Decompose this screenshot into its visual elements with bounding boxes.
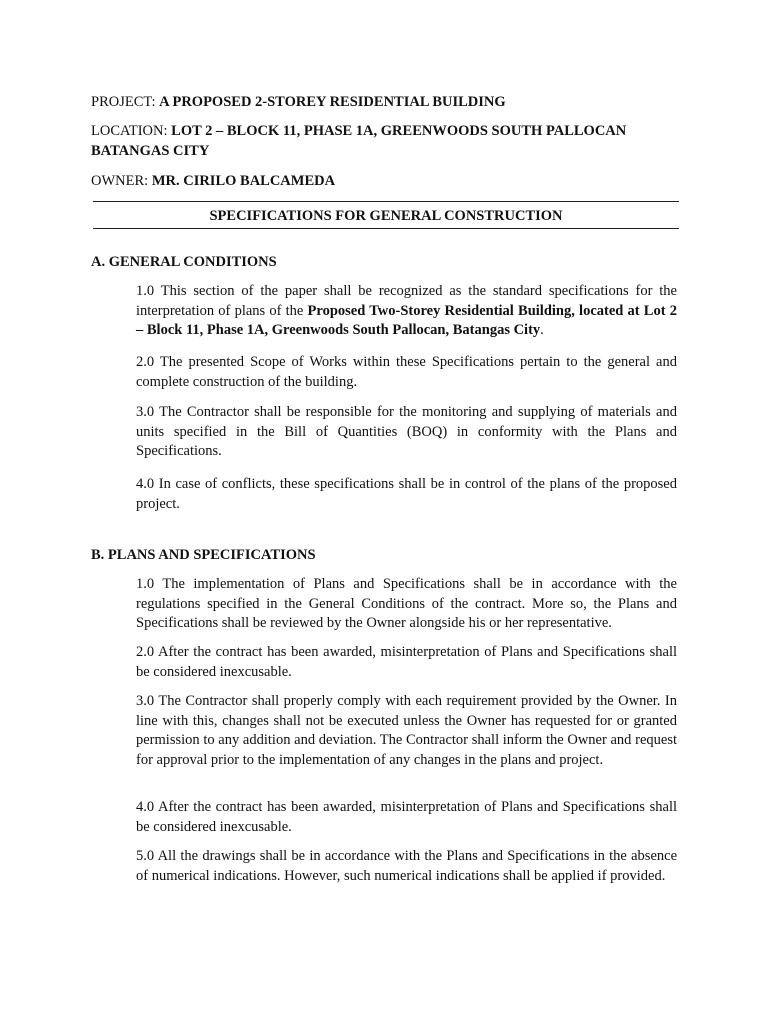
owner-label: OWNER: — [91, 173, 152, 189]
section-a-paragraph-2: 2.0 The presented Scope of Works within these Specifications pertain to the general and complete construction of the building. — [136, 354, 677, 390]
title-rule-top — [93, 201, 679, 202]
section-a-heading: A. GENERAL CONDITIONS — [91, 254, 277, 270]
project-label: PROJECT: — [91, 94, 160, 110]
section-b-paragraph-4: 4.0 After the contract has been awarded, misinterpretation of Plans and Specifications shall be considered inexcusable. — [136, 799, 677, 835]
section-a-paragraph-3: 3.0 The Contractor shall be responsible for the monitoring and supplying of materials and units specified in the Bill of Quantities (BOQ) in conformity with the Plans and Specifications. — [136, 404, 677, 460]
project-line — [91, 92, 691, 112]
section-a-p1-end: . — [540, 322, 544, 339]
owner-line — [91, 171, 691, 191]
section-b-paragraph-5: 5.0 All the drawings shall be in accordance with the Plans and Specifications in the absence of numerical indications. However, such numerical indications shall be applied if provided. — [136, 848, 677, 884]
location-value: LOT 2 – BLOCK 11, PHASE 1A, GREENWOODS SOUTH PALLOCAN BATANGAS CITY — [91, 123, 627, 159]
location-line — [91, 121, 671, 161]
section-a-paragraph-4: 4.0 In case of conflicts, these specifications shall be in control of the plans of the proposed project. — [136, 476, 677, 512]
page-title: SPECIFICATIONS FOR GENERAL CONSTRUCTION — [209, 208, 563, 224]
section-a-p1-text: 1.0 This section of the paper shall be recognized as the standard specifications for the interpretation of plans of the — [136, 283, 677, 319]
section-b-paragraph-2: 2.0 After the contract has been awarded, misinterpretation of Plans and Specifications shall be considered inexcusable. — [136, 644, 677, 680]
title-rule-bottom — [93, 228, 679, 229]
section-b-paragraph-1: 1.0 The implementation of Plans and Specifications shall be in accordance with the regulations specified in the General Conditions of the contract. More so, the Plans and Specifications shall be reviewed by the Owner alongside his or her representative. — [136, 576, 677, 632]
location-label: LOCATION: — [91, 123, 172, 139]
owner-value: MR. CIRILO BALCAMEDA — [151, 173, 336, 189]
project-value: A PROPOSED 2-STOREY RESIDENTIAL BUILDING — [159, 94, 506, 110]
section-b-heading: B. PLANS AND SPECIFICATIONS — [91, 547, 316, 563]
section-b-paragraph-3: 3.0 The Contractor shall properly comply with each requirement provided by the Owner. In line with this, changes shall not be executed unless the Owner has requested for or granted permission to any addition and deviation. The Contractor shall inform the Owner and request for approval prior to the implementation of any changes in the plans and project. — [136, 693, 677, 768]
section-a-p1-bold: Proposed Two-Storey Residential Building, located at Lot 2 – Block 11, Phase 1A, Greenwoods South Pallocan, Batangas City — [136, 302, 677, 339]
section-a-paragraph-1 — [136, 282, 677, 341]
